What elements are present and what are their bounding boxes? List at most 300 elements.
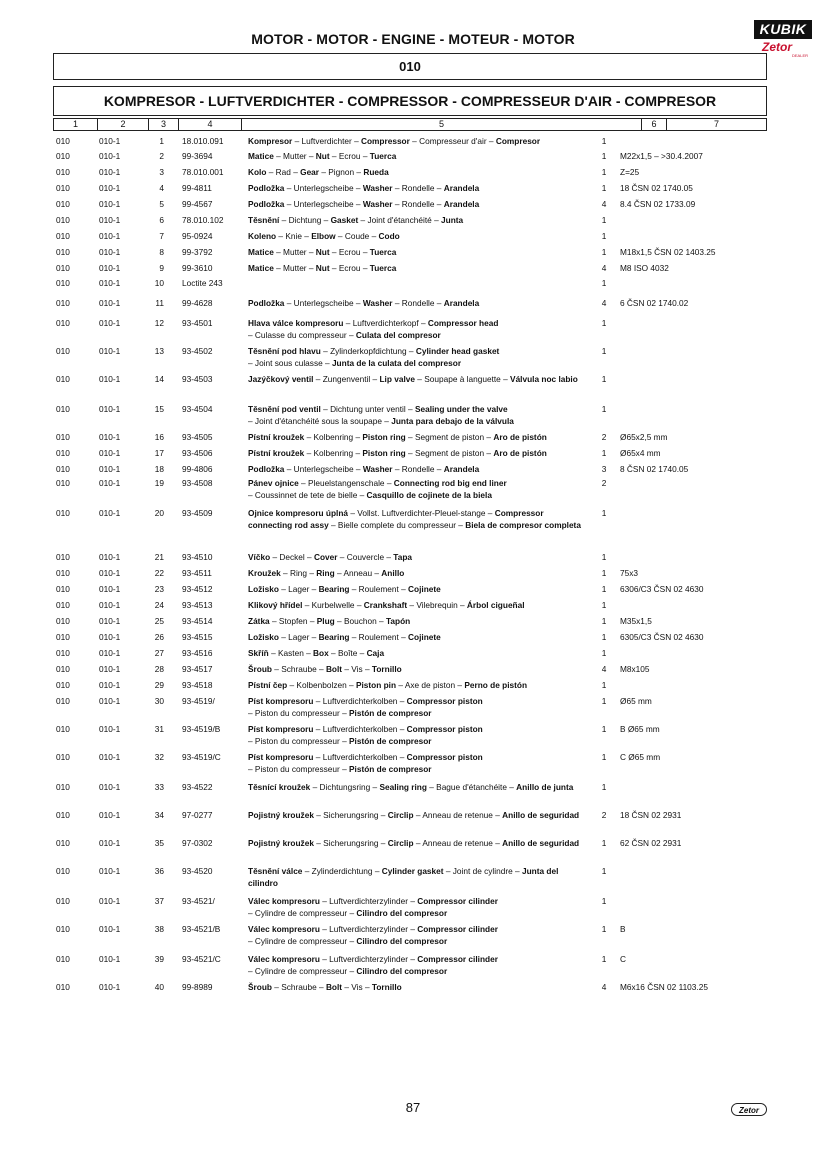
description-part-b3: Árbol cigueñal (466, 600, 525, 610)
cell-c2: 010-1 (99, 183, 121, 193)
cell-c7: B (620, 924, 626, 934)
description-part-t: – Sicherungsring – (313, 838, 388, 848)
cell-c3: 4 (159, 183, 164, 193)
description-part-b: Jazýčkový ventil (248, 374, 314, 384)
description-part-b2: Piston pin (355, 680, 397, 690)
cell-c6: 1 (601, 167, 607, 177)
cell-c4: 93-4521/B (182, 924, 221, 934)
description-part-b3: Junta del cilindro (248, 866, 559, 888)
cell-description (248, 317, 588, 341)
cell-c4: 93-4505 (182, 432, 213, 442)
cell-c6: 1 (601, 838, 607, 848)
description-part-b3: Tornillo (371, 982, 402, 992)
cell-c1: 010 (56, 632, 70, 642)
cell-description (248, 150, 588, 162)
cell-c2: 010-1 (99, 318, 121, 328)
cell-c6: 4 (601, 263, 607, 273)
cell-c6: 1 (601, 648, 607, 658)
cell-c6: 4 (601, 982, 607, 992)
description-part-t: – Mutter – (273, 247, 316, 257)
description-part-t2: – Piston du compresseur – (248, 764, 349, 774)
description-part-b: Těsnění válce (248, 866, 303, 876)
cell-c6: 1 (601, 404, 607, 414)
cell-c1: 010 (56, 318, 70, 328)
cell-c6: 1 (601, 584, 607, 594)
cell-c6: 1 (601, 346, 607, 356)
description-part-t2: – Rondelle – (392, 199, 444, 209)
cell-c3: 25 (154, 616, 164, 626)
cell-c2: 010-1 (99, 199, 121, 209)
cell-c3: 20 (154, 508, 164, 518)
cell-c4: 93-4503 (182, 374, 213, 384)
cell-description (248, 663, 588, 675)
description-part-t: – Deckel – (270, 552, 314, 562)
description-part-b3: Tuerca (369, 247, 397, 257)
description-part-t: – Kurbelwelle – (302, 600, 364, 610)
description-part-t: – Stopfen – (269, 616, 317, 626)
description-part-b3: Perno de pistón (464, 680, 528, 690)
cell-c4: 93-4516 (182, 648, 213, 658)
cell-c3: 31 (154, 724, 164, 734)
cell-c1: 010 (56, 568, 70, 578)
cell-c1: 010 (56, 432, 70, 442)
description-part-b: Skříň (248, 648, 269, 658)
cell-c4: 93-4508 (182, 478, 213, 488)
cell-c2: 010-1 (99, 432, 121, 442)
cell-description (248, 477, 588, 501)
description-part-t2: – Culasse du compresseur – (248, 330, 356, 340)
cell-description (248, 297, 588, 309)
zetor-footer-logo: Zetor (731, 1103, 767, 1116)
cell-c7: Z=25 (620, 167, 640, 177)
cell-description (248, 583, 588, 595)
cell-description (248, 447, 588, 459)
cell-c2: 010-1 (99, 648, 121, 658)
cell-c1: 010 (56, 374, 70, 384)
description-part-b3: Rueda (363, 167, 389, 177)
description-part-t2: – Joint sous culasse – (248, 358, 332, 368)
cell-c3: 26 (154, 632, 164, 642)
cell-c2: 010-1 (99, 664, 121, 674)
description-part-b2: Crankshaft (363, 600, 408, 610)
description-part-b: Válec kompresoru (248, 924, 320, 934)
description-part-b3: Tuerca (369, 151, 397, 161)
cell-c4: 99-4628 (182, 298, 213, 308)
description-part-t: – Dichtungsring – (310, 782, 380, 792)
cell-c2: 010-1 (99, 508, 121, 518)
description-part-b2: Nut (315, 263, 330, 273)
cell-c1: 010 (56, 199, 70, 209)
description-part-b2: Bolt (325, 982, 343, 992)
cell-c3: 13 (154, 346, 164, 356)
description-part-t: – Pleuelstangenschale – (298, 478, 394, 488)
cell-description (248, 373, 588, 385)
description-part-b: Těsnění (248, 215, 280, 225)
description-part-t2: – Anneau de retenue – (413, 838, 503, 848)
cell-c1: 010 (56, 954, 70, 964)
cell-description (248, 214, 588, 226)
cell-c2: 010-1 (99, 263, 121, 273)
description-part-b2: Cover (313, 552, 338, 562)
cell-c7: 18 ČSN 02 1740.05 (620, 183, 693, 193)
cell-c6: 1 (601, 568, 607, 578)
cell-c7: 6305/C3 ČSN 02 4630 (620, 632, 704, 642)
column-header-6: 6 (642, 119, 667, 130)
description-part-b: Podložka (248, 183, 285, 193)
description-part-b2: Circlip (387, 810, 414, 820)
cell-c4: 97-0277 (182, 810, 213, 820)
cell-c3: 11 (155, 298, 164, 308)
cell-c3: 33 (154, 782, 164, 792)
description-part-t: – Luftverdichterzylinder – (319, 896, 418, 906)
cell-c1: 010 (56, 136, 70, 146)
cell-c6: 1 (601, 215, 607, 225)
cell-c1: 010 (56, 866, 70, 876)
description-part-b3: Aro de pistón (493, 448, 547, 458)
description-part-b2: Gasket (330, 215, 359, 225)
cell-c4: 93-4521/C (182, 954, 221, 964)
description-part-b: Pojistný kroužek (248, 838, 314, 848)
cell-c3: 12 (154, 318, 164, 328)
description-part-b: Matice (248, 247, 274, 257)
description-part-t2: – Pignon – (319, 167, 364, 177)
description-part-t2: – Rondelle – (392, 298, 444, 308)
cell-c7: M8 ISO 4032 (620, 263, 669, 273)
description-part-t2: – Rondelle – (392, 464, 444, 474)
cell-c7: 75x3 (620, 568, 638, 578)
cell-c2: 010-1 (99, 632, 121, 642)
cell-c6: 1 (601, 896, 607, 906)
description-part-t2: – Piston du compresseur – (248, 708, 349, 718)
cell-c6: 1 (601, 278, 607, 288)
cell-c6: 4 (601, 199, 607, 209)
cell-c4: 93-4519/C (182, 752, 221, 762)
description-part-b: Píst kompresoru (248, 724, 314, 734)
description-part-b2: Compressor cilinder (417, 896, 498, 906)
description-part-b2: Compressor cilinder (417, 924, 498, 934)
description-part-b2: Elbow (311, 231, 336, 241)
cell-c2: 010-1 (99, 600, 121, 610)
cell-c4: 99-4567 (182, 199, 213, 209)
description-part-b: Šroub (248, 664, 272, 674)
description-part-b: Podložka (248, 199, 285, 209)
cell-c3: 36 (154, 866, 164, 876)
cell-c7: 8.4 ČSN 02 1733.09 (620, 199, 696, 209)
cell-c1: 010 (56, 183, 70, 193)
cell-c1: 010 (56, 278, 70, 288)
cell-c2: 010-1 (99, 136, 121, 146)
cell-c2: 010-1 (99, 478, 121, 488)
cell-c1: 010 (56, 167, 70, 177)
description-part-b2: Piston ring (362, 432, 406, 442)
description-part-t2: – Roulement – (349, 584, 409, 594)
cell-c7: M18x1,5 ČSN 02 1403.25 (620, 247, 716, 257)
description-part-b3: Anillo de seguridad (502, 838, 580, 848)
logo-zetor-text: Zetor (762, 40, 792, 54)
description-part-b3: Pistón de compresor (349, 708, 432, 718)
cell-c3: 10 (154, 278, 164, 288)
description-part-t2: – Vis – (342, 664, 372, 674)
cell-c6: 1 (601, 374, 607, 384)
description-part-b3: Anillo (381, 568, 405, 578)
description-part-t: – Lager – (278, 632, 319, 642)
description-part-b3: Compresor (495, 136, 541, 146)
cell-c6: 2 (601, 432, 607, 442)
cell-c7: Ø65x2,5 mm (620, 432, 668, 442)
description-part-b2: Washer (362, 199, 393, 209)
cell-c4: 95-0924 (182, 231, 213, 241)
cell-c3: 16 (154, 432, 164, 442)
description-part-b: Pánev ojnice (248, 478, 299, 488)
cell-c6: 1 (601, 752, 607, 762)
cell-c4: 99-3694 (182, 151, 213, 161)
description-part-b2: Sealing ring (379, 782, 427, 792)
cell-c3: 38 (154, 924, 164, 934)
description-part-b: Pojistný kroužek (248, 810, 314, 820)
description-part-t: – Zungenventil – (313, 374, 380, 384)
description-part-b: Těsnění pod ventil (248, 404, 321, 414)
description-part-t2: – Cylindre de compresseur – (248, 936, 357, 946)
cell-c2: 010-1 (99, 404, 121, 414)
cell-description (248, 230, 588, 242)
cell-c2: 010-1 (99, 954, 121, 964)
description-part-t2: – Piston du compresseur – (248, 736, 349, 746)
cell-c3: 19 (154, 478, 164, 488)
cell-c4: 93-4515 (182, 632, 213, 642)
description-part-t: – Luftverdichterkolben – (313, 724, 407, 734)
cell-c6: 1 (601, 448, 607, 458)
description-part-b: Pístní kroužek (248, 432, 305, 442)
description-part-t: – Unterlegscheibe – (284, 199, 363, 209)
description-part-t2: – Vis – (342, 982, 372, 992)
description-part-t: – Lager – (278, 584, 319, 594)
cell-c6: 1 (601, 632, 607, 642)
description-part-b2: Plug (316, 616, 335, 626)
cell-c2: 010-1 (99, 231, 121, 241)
cell-c3: 5 (159, 199, 164, 209)
description-part-b: Kolo (248, 167, 267, 177)
cell-c1: 010 (56, 648, 70, 658)
column-header-2: 2 (98, 119, 149, 130)
description-part-b2: Sealing under the valve (414, 404, 508, 414)
description-part-b3: Arandela (443, 298, 480, 308)
description-part-b: Ložisko (248, 632, 279, 642)
cell-c2: 010-1 (99, 464, 121, 474)
cell-c1: 010 (56, 478, 70, 488)
cell-c6: 1 (601, 724, 607, 734)
cell-c1: 010 (56, 680, 70, 690)
cell-c4: 78.010.102 (182, 215, 224, 225)
description-part-t: – Vollst. Luftverdichter-Pleuel-stange – (348, 508, 495, 518)
description-part-b3: Tornillo (371, 664, 402, 674)
cell-description (248, 262, 588, 274)
cell-c1: 010 (56, 584, 70, 594)
cell-c2: 010-1 (99, 167, 121, 177)
cell-c4: 93-4501 (182, 318, 213, 328)
description-part-b: Pístní čep (248, 680, 288, 690)
cell-c7: C (620, 954, 626, 964)
cell-c7: M22x1,5 – >30.4.2007 (620, 151, 703, 161)
cell-c6: 4 (601, 298, 607, 308)
description-part-b2: Washer (362, 298, 393, 308)
cell-description (248, 599, 588, 611)
description-part-t: – Dichtung – (279, 215, 331, 225)
description-part-b3: Válvula noc labio (510, 374, 578, 384)
cell-c4: 93-4513 (182, 600, 213, 610)
cell-description (248, 567, 588, 579)
description-part-b: Matice (248, 263, 274, 273)
cell-description (248, 895, 588, 919)
cell-c4: 93-4517 (182, 664, 213, 674)
cell-c3: 21 (154, 552, 164, 562)
cell-c6: 1 (601, 508, 607, 518)
description-part-t: – Knie – (276, 231, 312, 241)
description-part-b3: Aro de pistón (493, 432, 547, 442)
description-part-t2: – Anneau de retenue – (413, 810, 503, 820)
cell-c7: 8 ČSN 02 1740.05 (620, 464, 689, 474)
cell-c4: 93-4514 (182, 616, 213, 626)
description-part-b2: Compressor piston (406, 752, 483, 762)
cell-description (248, 182, 588, 194)
cell-c1: 010 (56, 298, 70, 308)
description-part-t: – Luftverdichter – (292, 136, 361, 146)
cell-description (248, 198, 588, 210)
cell-c7: 6 ČSN 02 1740.02 (620, 298, 689, 308)
cell-c3: 17 (154, 448, 164, 458)
cell-c2: 010-1 (99, 896, 121, 906)
cell-description (248, 135, 588, 147)
description-part-t2: – Joint d'étanchéité – (358, 215, 442, 225)
cell-description (248, 551, 588, 563)
description-part-t2: – Rondelle – (392, 183, 444, 193)
cell-c4: 93-4521/ (182, 896, 215, 906)
cell-c3: 1 (159, 136, 164, 146)
cell-c4: 99-4806 (182, 464, 213, 474)
description-part-b2: Nut (315, 247, 330, 257)
cell-c6: 1 (601, 782, 607, 792)
description-part-b2: Bearing (318, 584, 350, 594)
description-part-b3: Anillo de seguridad (502, 810, 580, 820)
group-number: 010 (53, 53, 767, 80)
cell-c6: 2 (601, 478, 607, 488)
cell-c6: 1 (601, 866, 607, 876)
cell-c2: 010-1 (99, 552, 121, 562)
cell-c6: 1 (601, 136, 607, 146)
description-part-b: Pístní kroužek (248, 448, 305, 458)
cell-c3: 35 (154, 838, 164, 848)
description-part-b2: Circlip (387, 838, 414, 848)
cell-description (248, 781, 588, 793)
description-part-t2: – Cylindre de compresseur – (248, 966, 357, 976)
description-part-b2: Bearing (318, 632, 350, 642)
description-part-t: – Mutter – (273, 263, 316, 273)
description-part-b3: Casquillo de cojinete de la biela (366, 490, 492, 500)
cell-c4: 93-4510 (182, 552, 213, 562)
cell-c4: 93-4519/B (182, 724, 221, 734)
cell-c2: 010-1 (99, 568, 121, 578)
cell-c4: 78.010.001 (182, 167, 224, 177)
cell-c1: 010 (56, 247, 70, 257)
description-part-t: – Kolbenring – (304, 448, 363, 458)
description-part-b3: Arandela (443, 183, 480, 193)
cell-description (248, 837, 588, 849)
cell-c1: 010 (56, 151, 70, 161)
cell-c1: 010 (56, 404, 70, 414)
description-part-t2: – Ecrou – (329, 151, 370, 161)
description-part-b: Píst kompresoru (248, 752, 314, 762)
cell-c3: 24 (154, 600, 164, 610)
description-part-b: Kroužek (248, 568, 281, 578)
description-part-b2: Compressor cilinder (417, 954, 498, 964)
cell-c2: 010-1 (99, 584, 121, 594)
cell-c1: 010 (56, 215, 70, 225)
cell-c7: C Ø65 mm (620, 752, 661, 762)
cell-c2: 010-1 (99, 866, 121, 876)
description-part-b2: Washer (362, 183, 393, 193)
description-part-t2: – Compresseur d'air – (409, 136, 496, 146)
cell-c7: Ø65x4 mm (620, 448, 661, 458)
description-part-b3: Junta de la culata del compresor (331, 358, 462, 368)
cell-c3: 14 (154, 374, 164, 384)
description-part-b: Válec kompresoru (248, 896, 320, 906)
description-part-b: Koleno (248, 231, 277, 241)
description-part-t2: – Bielle complete du compresseur – (328, 520, 466, 530)
cell-c1: 010 (56, 752, 70, 762)
description-part-b: Podložka (248, 298, 285, 308)
cell-description (248, 679, 588, 691)
cell-c3: 28 (154, 664, 164, 674)
cell-c3: 37 (154, 896, 164, 906)
cell-c1: 010 (56, 982, 70, 992)
cell-description (248, 507, 588, 531)
description-part-t2: – Bouchon – (334, 616, 386, 626)
page-title: MOTOR - MOTOR - ENGINE - MOTEUR - MOTOR (251, 31, 575, 47)
description-part-b2: Lip valve (379, 374, 415, 384)
page-number: 87 (405, 1100, 421, 1115)
description-part-t2: – Soupape à languette – (414, 374, 511, 384)
cell-c4: 99-3792 (182, 247, 213, 257)
description-part-b3: Culata del compresor (355, 330, 441, 340)
cell-c1: 010 (56, 552, 70, 562)
column-header-4: 4 (179, 119, 242, 130)
cell-c1: 010 (56, 263, 70, 273)
description-part-b2: Compressor (360, 136, 410, 146)
cell-c6: 1 (601, 616, 607, 626)
description-part-b: Klikový hřídel (248, 600, 303, 610)
cell-c4: 99-3610 (182, 263, 213, 273)
cell-c2: 010-1 (99, 752, 121, 762)
cell-c4: 93-4522 (182, 782, 213, 792)
cell-c4: 93-4520 (182, 866, 213, 876)
cell-description (248, 403, 588, 427)
description-part-t: – Unterlegscheibe – (284, 183, 363, 193)
description-part-t2: – Anneau – (334, 568, 382, 578)
cell-c4: 93-4506 (182, 448, 213, 458)
description-part-t: – Rad – (266, 167, 301, 177)
cell-c1: 010 (56, 346, 70, 356)
cell-c4: 93-4512 (182, 584, 213, 594)
column-header-7: 7 (713, 119, 719, 129)
description-part-t: – Unterlegscheibe – (284, 298, 363, 308)
cell-c6: 1 (601, 151, 607, 161)
cell-c3: 39 (154, 954, 164, 964)
description-part-t: – Luftverdichterzylinder – (319, 924, 418, 934)
cell-c7: 62 ČSN 02 2931 (620, 838, 682, 848)
cell-c4: 93-4518 (182, 680, 213, 690)
description-part-b3: Biela de compresor completa (465, 520, 581, 530)
logo-kubik-text: KUBIK (754, 20, 812, 39)
cell-c1: 010 (56, 616, 70, 626)
